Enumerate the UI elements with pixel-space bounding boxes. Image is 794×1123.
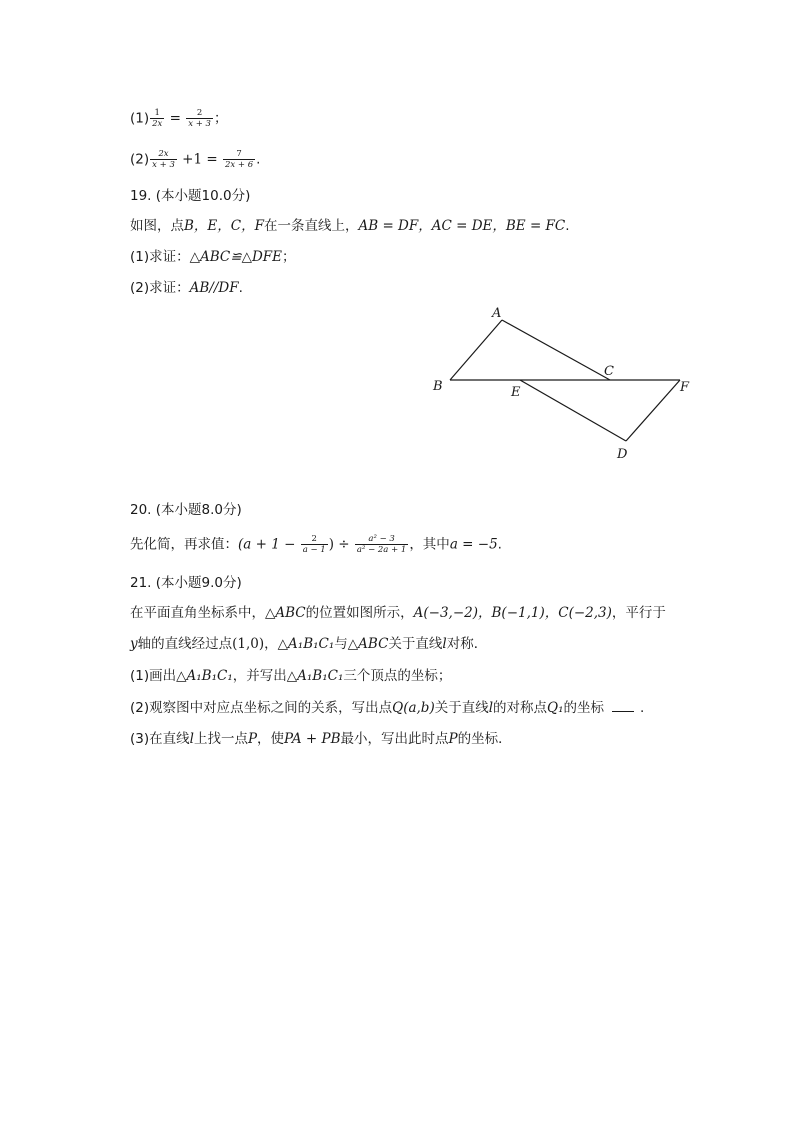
q21-part3: (3)在直线l上找一点P，使PA + PB最小，写出此时点P的坐标． (130, 731, 512, 747)
segment-ac (502, 320, 610, 380)
fraction: $\frac{1}{2x}$ (152, 108, 163, 129)
q21-stem-line2: y轴的直线经过点(1,0)，△A₁B₁C₁与△ABC关于直线l对称． (130, 636, 488, 652)
label-d: D (617, 447, 628, 462)
q19-header: 19. (本小题10.0分) (130, 188, 251, 204)
segment-df (626, 380, 680, 441)
label-b: B (433, 379, 443, 394)
segment-ed (520, 380, 626, 441)
q19-part2: (2)求证：AB//DF. (130, 280, 243, 296)
q19-stem: 如图，点B，E，C，F在一条直线上，AB = DF，AC = DE，BE = FC. (130, 218, 570, 234)
segment-ab (450, 320, 502, 380)
q20-header: 20. (本小题8.0分) (130, 502, 242, 518)
q21-part2: (2)观察图中对应点坐标之间的关系，写出点Q(a,b)关于直线l的对称点Q₁的坐标 . (130, 700, 645, 716)
fraction: $\frac{2x}{x + 3}$ (152, 149, 175, 170)
q19-part1: (1)求证：△ABC≌△DFE； (130, 249, 296, 265)
fraction: $\frac{7}{2x + 6}$ (224, 149, 254, 170)
fraction: $\frac{2}{x + 3}$ (188, 108, 211, 129)
q21-header: 21. (本小题9.0分) (130, 575, 242, 591)
label-f: F (680, 380, 690, 395)
geometry-figure (420, 300, 710, 470)
q21-stem-line1: 在平面直角坐标系中，△ABC的位置如图所示，A(−3,−2)，B(−1,1)，C(−2,3)，平行于 (130, 605, 666, 621)
q18-part2: (2) $\frac{2x}{x + 3}$ +1 = $\frac{7}{2x + 6}$ . (130, 149, 261, 170)
q18-part1: (1) $\frac{1}{2x}$ = $\frac{2}{x + 3}$ ； (130, 108, 228, 129)
answer-blank[interactable] (612, 699, 634, 712)
q20-stem: 先化简，再求值：(a + 1 − $\frac{2}{a - 1}$ ) ÷ $\frac{\text{a² − 3}}{\text{a² − 2a + 1}}$ ，其中a = −5. (130, 534, 502, 555)
label-a: A (492, 306, 502, 321)
fraction: $\frac{\text{a² − 3}}{\text{a² − 2a + 1}}$ (356, 534, 407, 555)
q21-part1: (1)画出△A₁B₁C₁，并写出△A₁B₁C₁三个顶点的坐标； (130, 668, 452, 684)
label-c: C (604, 364, 614, 379)
label-e: E (511, 385, 521, 400)
fraction: $\frac{2}{a - 1}$ (302, 534, 326, 555)
